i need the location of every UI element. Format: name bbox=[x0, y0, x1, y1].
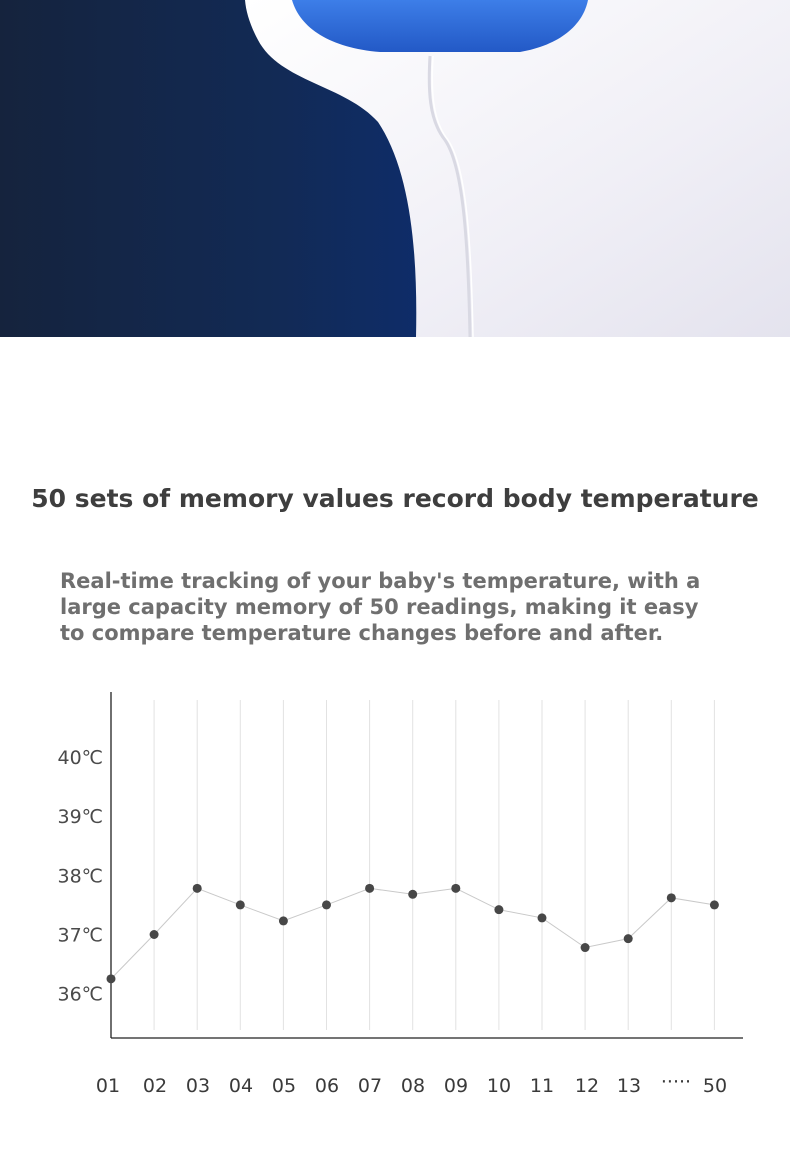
temperature-point bbox=[107, 974, 116, 983]
x-tick-label: 10 bbox=[486, 1075, 512, 1097]
temperature-point bbox=[494, 905, 503, 914]
hero-product-image bbox=[0, 0, 790, 337]
temperature-point bbox=[667, 893, 676, 902]
x-tick-ellipsis: ····· bbox=[660, 1071, 692, 1093]
y-tick-label: 37℃ bbox=[57, 924, 103, 947]
temperature-memory-chart bbox=[0, 680, 790, 1110]
temperature-point bbox=[236, 900, 245, 909]
temperature-point bbox=[710, 900, 719, 909]
x-tick-label: 13 bbox=[616, 1075, 642, 1097]
temperature-point bbox=[408, 890, 417, 899]
thermometer-device-illustration bbox=[0, 0, 790, 337]
x-tick-label: 09 bbox=[443, 1075, 469, 1097]
x-tick-label: 08 bbox=[400, 1075, 426, 1097]
temperature-point bbox=[624, 934, 633, 943]
temperature-point bbox=[322, 900, 331, 909]
y-tick-label: 38℃ bbox=[57, 865, 103, 888]
y-tick-label: 36℃ bbox=[57, 983, 103, 1006]
temperature-point bbox=[581, 943, 590, 952]
x-tick-label: 06 bbox=[314, 1075, 340, 1097]
y-tick-label: 40℃ bbox=[57, 747, 103, 770]
description-line: Real-time tracking of your baby's temperature, with a bbox=[60, 569, 701, 593]
x-tick-label: 07 bbox=[357, 1075, 383, 1097]
temperature-point bbox=[451, 884, 460, 893]
y-tick-label: 39℃ bbox=[57, 806, 103, 829]
description bbox=[60, 568, 740, 646]
temperature-point bbox=[538, 913, 547, 922]
temperature-point bbox=[279, 916, 288, 925]
x-tick-label: 12 bbox=[574, 1075, 600, 1097]
headline: 50 sets of memory values record body temperature bbox=[31, 484, 759, 513]
temperature-point bbox=[150, 930, 159, 939]
description-line: to compare temperature changes before and after. bbox=[60, 621, 664, 645]
x-tick-label: 05 bbox=[271, 1075, 297, 1097]
x-tick-label: 04 bbox=[228, 1075, 254, 1097]
temperature-point bbox=[365, 884, 374, 893]
x-tick-label: 01 bbox=[95, 1075, 121, 1097]
temperature-point bbox=[193, 884, 202, 893]
x-tick-label: 03 bbox=[185, 1075, 211, 1097]
x-tick-label: 50 bbox=[702, 1075, 728, 1097]
x-tick-label: 11 bbox=[529, 1075, 555, 1097]
description-line: large capacity memory of 50 readings, making it easy bbox=[60, 595, 699, 619]
x-tick-label: 02 bbox=[142, 1075, 168, 1097]
